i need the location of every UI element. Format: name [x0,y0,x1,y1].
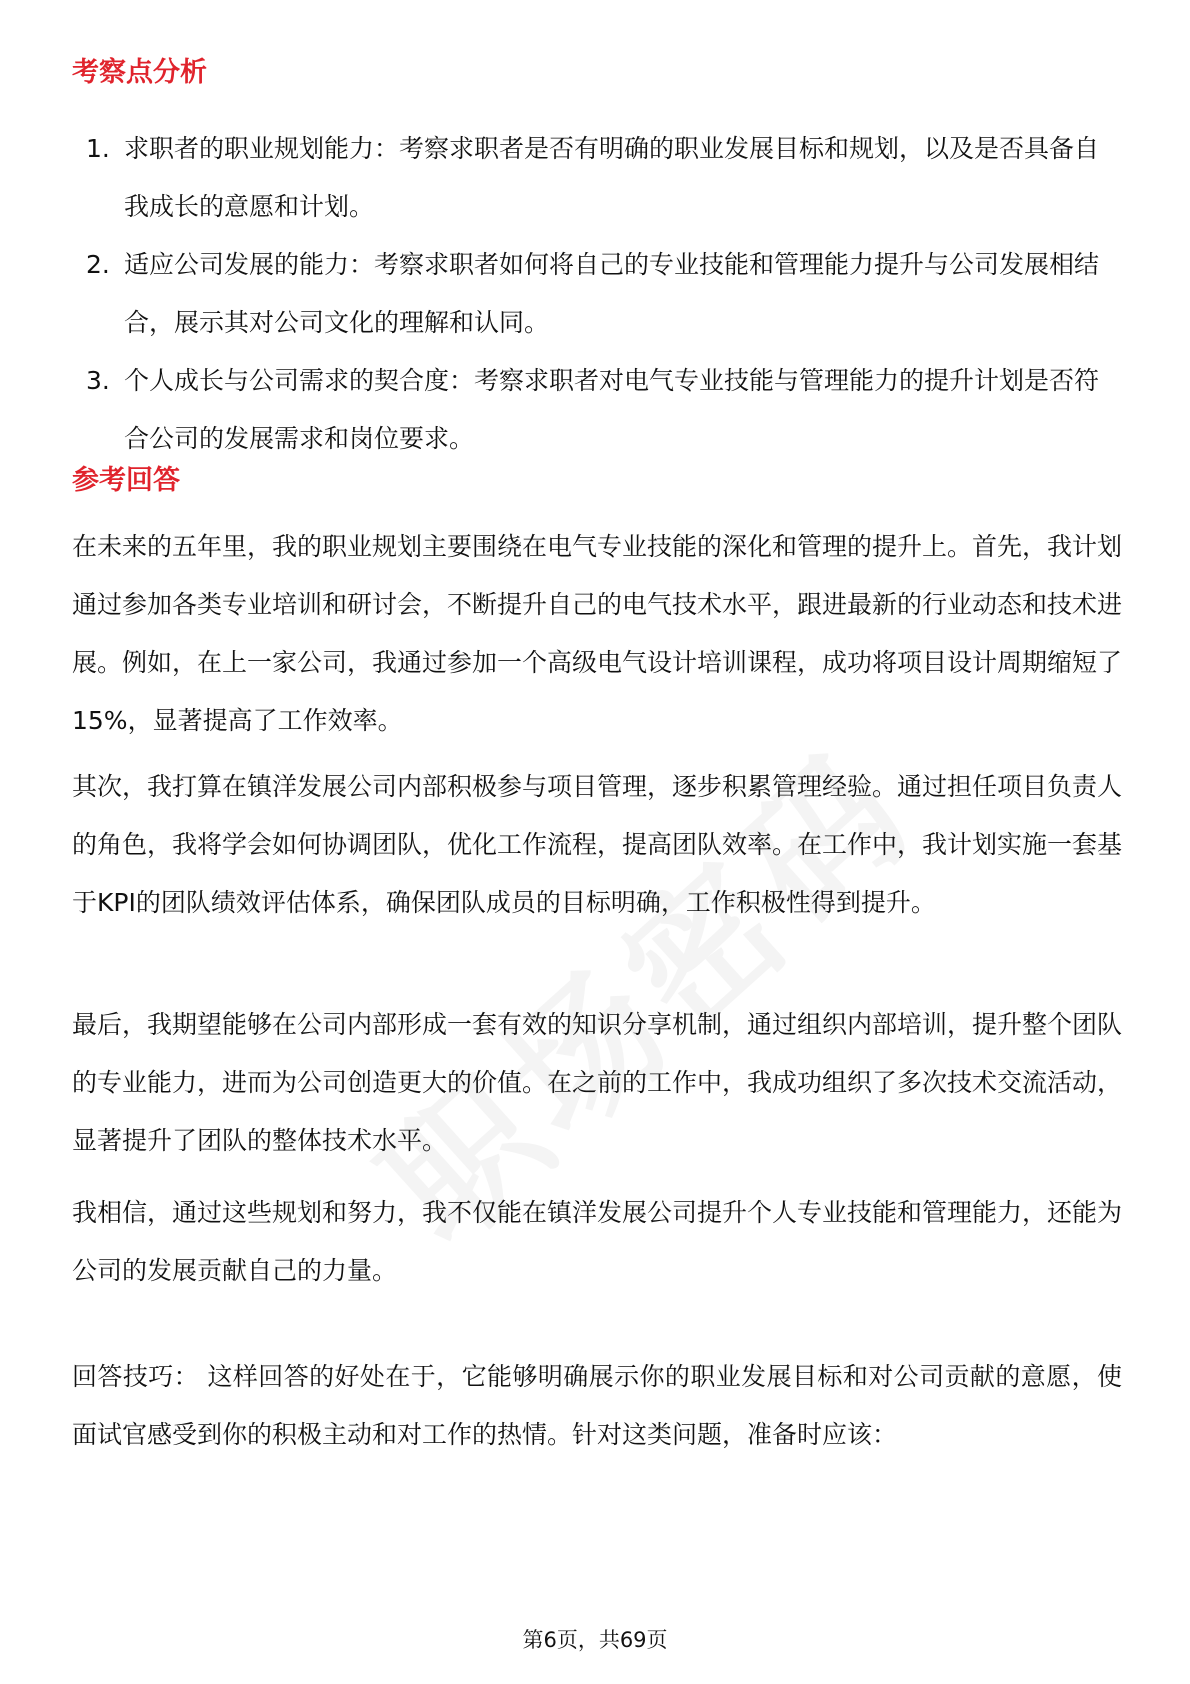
list-item-text: 个人成长与公司需求的契合度：考察求职者对电气专业技能与管理能力的提升计划是否符合公司的发展需求和岗位要求。 [124,366,1100,453]
list-item-text: 求职者的职业规划能力：考察求职者是否有明确的职业发展目标和规划，以及是否具备自我成长的意愿和计划。 [124,134,1100,221]
section-heading-analysis: 考察点分析 [72,57,207,88]
answer-paragraph: 最后，我期望能够在公司内部形成一套有效的知识分享机制，通过组织内部培训，提升整个团队的专业能力，进而为公司创造更大的价值。在之前的工作中，我成功组织了多次技术交流活动，显著提升了团队的整体技术水平。 [72,1010,1123,1155]
answer-tips-paragraph: 回答技巧： 这样回答的好处在于，它能够明确展示你的职业发展目标和对公司贡献的意愿，使面试官感受到你的积极主动和对工作的热情。针对这类问题，准备时应该： [72,1362,1122,1449]
answer-paragraph: 在未来的五年里，我的职业规划主要围绕在电气专业技能的深化和管理的提升上。首先，我计划通过参加各类专业培训和研讨会，不断提升自己的电气技术水平，跟进最新的行业动态和技术进展。例如，在上一家公司，我通过参加一个高级电气设计培训课程，成功将项目设计周期缩短了15%，显著提高了工作效率。 [72,532,1123,735]
answer-paragraph: 其次，我打算在镇洋发展公司内部积极参与项目管理，逐步积累管理经验。通过担任项目负责人的角色，我将学会如何协调团队，优化工作流程，提高团队效率。在工作中，我计划实施一套基于KPI的团队绩效评估体系，确保团队成员的目标明确，工作积极性得到提升。 [72,772,1123,917]
list-item [72,352,1122,468]
list-item-number: 2. [86,250,110,279]
list-item [72,120,1122,236]
analysis-list [72,120,1122,468]
list-item-number: 3. [86,366,110,395]
list-item-number: 1. [86,134,110,163]
list-item [72,236,1122,352]
answer-paragraph: 我相信，通过这些规划和努力，我不仅能在镇洋发展公司提升个人专业技能和管理能力，还能为公司的发展贡献自己的力量。 [72,1198,1123,1285]
page-footer: 第6页，共69页 [522,1628,668,1652]
section-heading-reference-answer: 参考回答 [72,465,180,496]
list-item-text: 适应公司发展的能力：考察求职者如何将自己的专业技能和管理能力提升与公司发展相结合，展示其对公司文化的理解和认同。 [124,250,1100,337]
